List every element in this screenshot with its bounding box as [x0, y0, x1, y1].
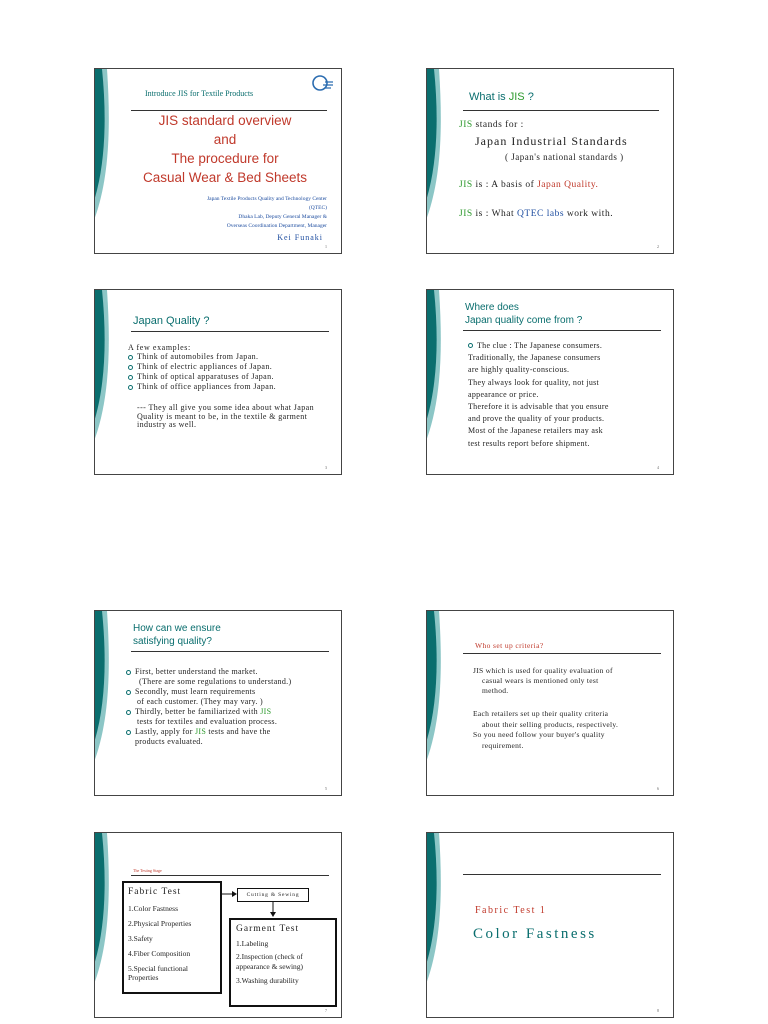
- arrow-right-icon: [222, 890, 238, 898]
- garment-test-box: [229, 918, 337, 1007]
- note-text: --- They all give you some idea about what Japan Quality is meant to be, in the textile & garment industry as well.: [137, 403, 315, 429]
- slide-title: Who set up criteria?: [475, 641, 544, 650]
- list-item: Lastly, apply for JIS tests and have the products evaluated.: [126, 727, 291, 747]
- arrow-down-icon: [269, 902, 277, 918]
- paragraph: JIS which is used for quality evaluation of casual wears is mentioned only test method.: [473, 666, 613, 695]
- body-text: [468, 340, 609, 450]
- org-line: Overseas Coordination Department, Manager: [226, 223, 327, 229]
- slide-1: [94, 68, 342, 254]
- paragraph: Each retailers set up their quality criteria about their selling products, respectively. So you need follow your buyer's quality requirement.: [473, 709, 619, 750]
- slide-2: [426, 68, 674, 254]
- body-line: The clue : The Japanese consumers.: [468, 340, 609, 352]
- box-item: 4.Fiber Composition: [128, 949, 191, 958]
- organization-block: [207, 195, 327, 231]
- qtec-line: JIS is : What QTEC labs work with.: [459, 209, 614, 219]
- fabric-test-box: [122, 881, 222, 994]
- title-line: Casual Wear & Bed Sheets: [142, 170, 308, 185]
- title-line: The procedure for: [171, 151, 279, 166]
- box-item: 2.Inspection (check of appearance & sewing): [236, 952, 304, 971]
- page-number: 4: [657, 465, 659, 470]
- bullet-icon: [468, 343, 473, 348]
- org-line: (QTEC): [308, 205, 327, 211]
- slide-8: [426, 832, 674, 1018]
- body-line: appearance or price.: [468, 389, 539, 399]
- list-item: Thirdly, better be familiarized with JIS tests for textiles and evaluation process.: [126, 707, 291, 727]
- slide-6: [426, 610, 674, 796]
- basis-line: JIS is : A basis of Japan Quality.: [459, 180, 599, 190]
- body-line: Traditionally, the Japanese consumers: [468, 353, 601, 363]
- slide-title: What is JIS ?: [469, 91, 534, 103]
- list-item: First, better understand the market. (There are some regulations to understand.): [126, 667, 291, 687]
- slide-title: Color Fastness: [473, 926, 597, 942]
- page-number: 6: [657, 786, 659, 791]
- box-item: 2.Physical Properties: [128, 919, 192, 928]
- box-item: 5.Special functional Properties: [128, 964, 188, 982]
- page-number: 5: [325, 786, 327, 791]
- title-line: and: [213, 132, 237, 147]
- list-item: Think of office appliances from Japan.: [128, 382, 276, 392]
- body-line: Most of the Japanese retailers may ask: [468, 426, 603, 436]
- box-title: Garment Test: [236, 924, 300, 934]
- slide-header: Introduce JIS for Textile Products: [145, 89, 254, 98]
- box-item: 3.Washing durability: [236, 976, 299, 985]
- page-number: 7: [325, 1008, 327, 1013]
- box-title: Fabric Test: [128, 887, 182, 897]
- page-number: 3: [325, 465, 327, 470]
- body-line: are highly quality-conscious.: [468, 365, 570, 375]
- slide-title: Japan Quality ?: [133, 315, 210, 327]
- slide-4: [426, 289, 674, 475]
- slide-decoration: [427, 290, 467, 474]
- author: Kei Funaki: [277, 233, 323, 242]
- slide-title: How can we ensure satisfying quality?: [133, 623, 221, 647]
- standard-note: ( Japan's national standards ): [505, 152, 624, 162]
- body-line: and prove the quality of your products.: [468, 414, 605, 424]
- list-item: Secondly, must learn requirements of each customer. (They may vary. ): [126, 687, 291, 707]
- slide-title: Where does Japan quality come from ?: [465, 302, 583, 326]
- slide-title: The Testing Stage: [133, 868, 162, 873]
- list-item: Think of optical apparatuses of Japan.: [128, 372, 276, 382]
- qtec-logo-icon: [311, 73, 335, 93]
- examples-list: [128, 352, 276, 392]
- page-number: 1: [325, 244, 327, 249]
- examples-intro: A few examples:: [128, 343, 191, 352]
- steps-list: [126, 667, 291, 747]
- page-number: 8: [657, 1008, 659, 1013]
- org-line: Japan Textile Products Quality and Technology Center: [206, 196, 327, 202]
- definition-line: JIS stands for :: [459, 120, 524, 130]
- box-item: 3.Safety: [128, 934, 153, 943]
- body-line: test results report before shipment.: [468, 438, 590, 448]
- body-line: Therefore it is advisable that you ensure: [468, 402, 609, 412]
- title-line: JIS standard overview: [158, 113, 292, 128]
- slide-decoration: [427, 69, 467, 253]
- box-item: 1.Labeling: [236, 939, 269, 948]
- slide-3: [94, 289, 342, 475]
- slide-7: [94, 832, 342, 1018]
- body-line: They always look for quality, not just: [468, 377, 600, 387]
- cutting-sewing-box: Cutting & Sewing: [237, 888, 309, 902]
- list-item: Think of electric appliances of Japan.: [128, 362, 276, 372]
- slide-5: [94, 610, 342, 796]
- org-line: Dhaka Lab, Deputy General Manager &: [238, 214, 327, 220]
- slide-decoration: [427, 833, 467, 1017]
- slide-title: [125, 111, 325, 187]
- page-number: 2: [657, 244, 659, 249]
- standard-name: Japan Industrial Standards: [475, 134, 628, 148]
- slide-subtitle: Fabric Test 1: [475, 905, 547, 916]
- box-item: 1.Color Fastness: [128, 904, 179, 913]
- list-item: Think of automobiles from Japan.: [128, 352, 276, 362]
- slide-decoration: [427, 611, 467, 795]
